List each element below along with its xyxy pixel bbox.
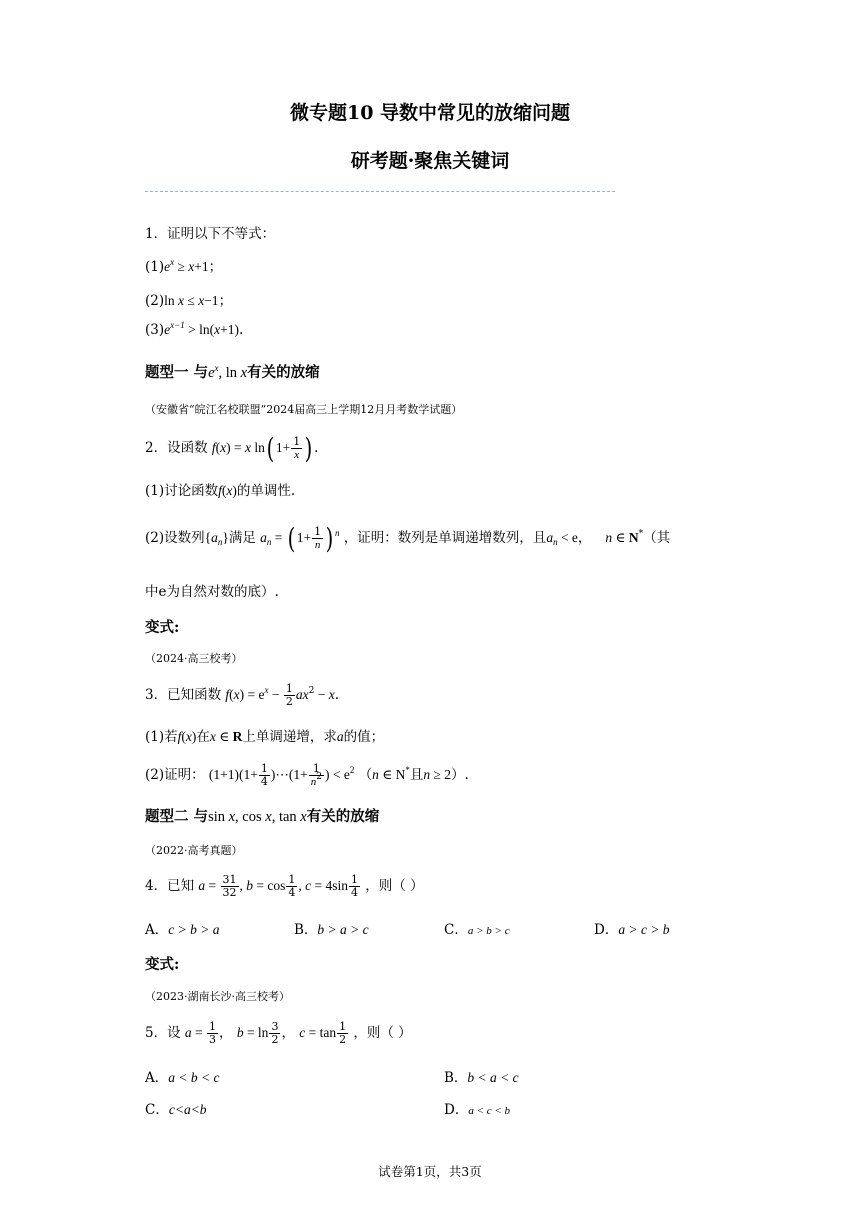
q5-option-a[interactable]: A．a < b < c (145, 1070, 220, 1086)
q4-option-d[interactable]: D．a > c > b (594, 922, 670, 938)
variant1-label: 变式: (145, 619, 180, 636)
q2-stem: 2．设函数 f(x) = x ln( 1+ $\frac{1}{x}$ ) . (145, 431, 319, 465)
q2-part2: (2)设数列$\{a_n\}$满足 $a_n$ = ( 1+ $\frac{1}{n}$ ) $^n$ ，证明：数列是单调递增数列，且$a_n < e$， n ∈ N*（其 (145, 521, 671, 555)
q5-stem: 5．设 a = $\frac{1}{3}$ ， b = ln $\frac{3}{2}$ ， c = tan $\frac{1}{2}$ ，则（ ） (145, 1020, 412, 1046)
q3-part1: (1)若f(x)在x ∈ R上单调递增，求a的值； (145, 729, 385, 745)
q4-option-a[interactable]: A．c > b > a (145, 922, 220, 938)
q4-source: （2022·高考真题） (145, 844, 243, 857)
q4-stem: 4．已知 a = $\frac{31}{32}$ , b = cos $\frac{1}{4}$ , c = 4sin $\frac{1}{4}$ ，则（ ） (145, 873, 424, 899)
q1-part3: $(3)e^{x-1} > \ln(x+1)$. (145, 320, 244, 338)
q4-option-c[interactable]: C．a > b > c (444, 922, 510, 938)
variant2-label: 变式: (145, 956, 180, 973)
q4-option-b[interactable]: B．b > a > c (294, 922, 369, 938)
page-footer: 试卷第1页，共3页 (378, 1164, 482, 1179)
q2-part2-cont: 中e为自然对数的底）. (145, 584, 279, 600)
type2-heading: 题型二 与sin x, cos x, tan x有关的放缩 (145, 808, 380, 825)
q2-source: （安徽省“皖江名校联盟”2024届高三上学期12月月考数学试题） (145, 403, 463, 416)
q1-part2: (2)ln x ≤ x−1； (145, 293, 233, 309)
divider (145, 191, 615, 192)
type1-heading: 题型一 与$e^x$, ln x有关的放缩 (145, 363, 320, 381)
variant2-source: （2023·湖南长沙·高三校考） (145, 990, 290, 1003)
q3-stem: 3．已知函数 $f(x) = e^x$ − $\frac{1}{2}$ $ax^2 - x$. (145, 682, 340, 708)
page-title: 微专题10 导数中常见的放缩问题 (289, 102, 571, 124)
q5-option-b[interactable]: B．b < a < c (444, 1070, 519, 1086)
q3-part2: (2)证明： (1+1)(1+ $\frac{1}{4}$ )⋯(1+ $\frac{1}{n^2}$ ) < $e^2$ （n ∈ N*且n ≥ 2）. (145, 762, 469, 788)
variant1-source: （2024·高三校考） (145, 652, 243, 665)
q1-part1: $(1)e^x \ge x+1$； (145, 257, 223, 275)
q2-part1: (1)讨论函数f(x)的单调性. (145, 483, 296, 499)
q1-stem: 1．证明以下不等式： (145, 226, 276, 242)
q5-option-d[interactable]: D．a < c < b (444, 1102, 511, 1118)
q5-option-c[interactable]: C．c<a<b (145, 1102, 207, 1118)
page-subtitle: 研考题·聚焦关键词 (350, 150, 510, 172)
